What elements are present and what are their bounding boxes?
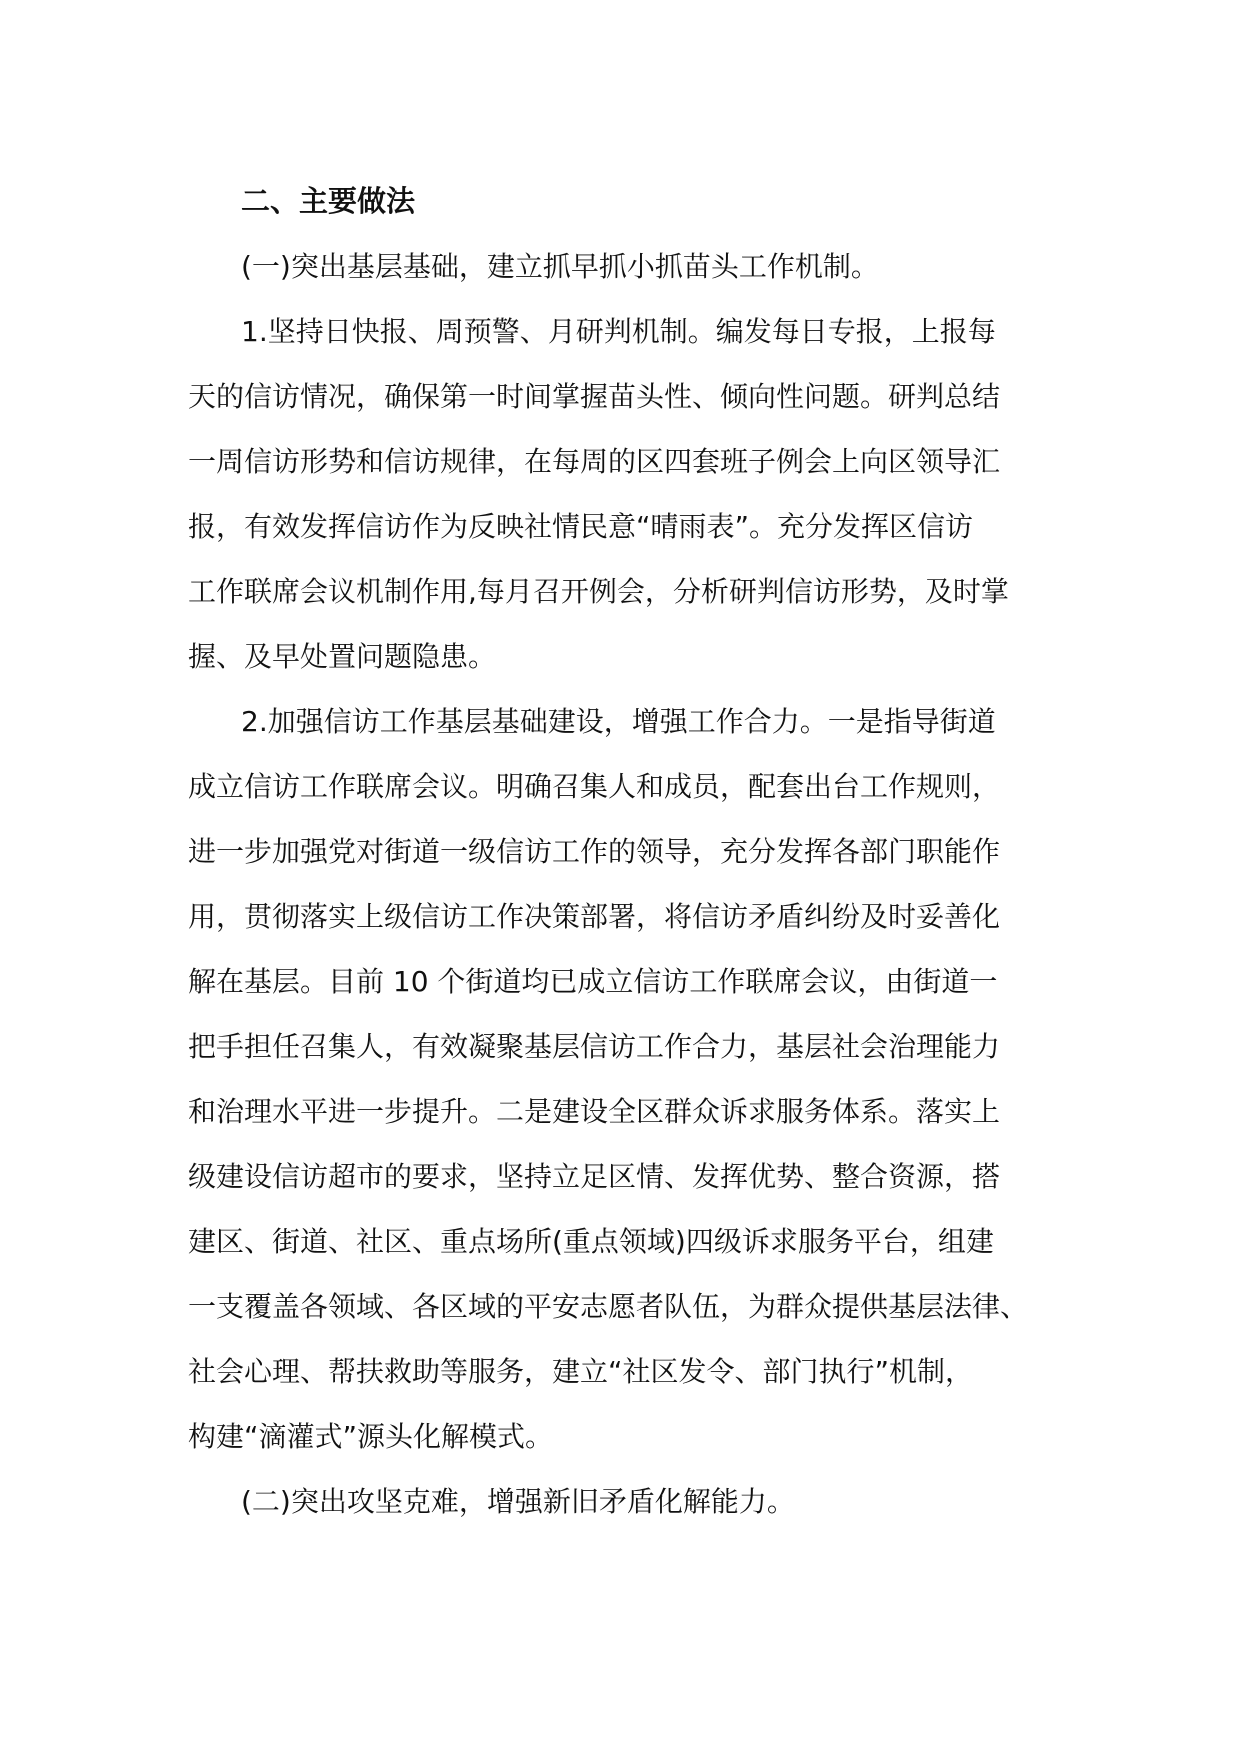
subsection-title-2 <box>188 1469 1060 1534</box>
paragraph-2-line: 把手担任召集人，有效凝聚基层信访工作合力，基层社会治理能力 <box>188 1030 1001 1063</box>
section-heading: 二、主要做法 <box>241 184 416 218</box>
paragraph-2 <box>188 689 1060 1469</box>
subsection-title-2-text: (二)突出攻坚克难，增强新旧矛盾化解能力。 <box>241 1485 795 1518</box>
document-page <box>188 168 1060 1534</box>
paragraph-1-line: 工作联席会议机制作用,每月召开例会，分析研判信访形势，及时掌 <box>188 575 1009 608</box>
paragraph-2-line: 用，贯彻落实上级信访工作决策部署，将信访矛盾纠纷及时妥善化 <box>188 900 1001 933</box>
paragraph-2-line: 社会心理、帮扶救助等服务，建立“社区发令、部门执行”机制， <box>188 1355 974 1388</box>
paragraph-2-line: 构建“滴灌式”源头化解模式。 <box>188 1420 554 1453</box>
paragraph-2-line: 和治理水平进一步提升。二是建设全区群众诉求服务体系。落实上 <box>188 1095 1001 1128</box>
paragraph-1-line: 握、及早处置问题隐患。 <box>188 640 497 673</box>
paragraph-1-line: 天的信访情况，确保第一时间掌握苗头性、倾向性问题。研判总结 <box>188 380 1001 413</box>
paragraph-1-line: 一周信访形势和信访规律，在每周的区四套班子例会上向区领导汇 <box>188 445 1001 478</box>
paragraph-2-line: 一支覆盖各领域、各区域的平安志愿者队伍，为群众提供基层法律、 <box>188 1290 1029 1323</box>
paragraph-1-line: 1.坚持日快报、周预警、月研判机制。编发每日专报，上报每 <box>241 315 996 348</box>
paragraph-2-line: 2.加强信访工作基层基础建设，增强工作合力。一是指导街道 <box>241 705 996 738</box>
paragraph-1-line: 报，有效发挥信访作为反映社情民意“晴雨表”。充分发挥区信访 <box>188 510 974 543</box>
subsection-title-1 <box>188 234 1060 299</box>
paragraph-2-line: 进一步加强党对街道一级信访工作的领导，充分发挥各部门职能作 <box>188 835 1001 868</box>
subsection-title-1-text: (一)突出基层基础，建立抓早抓小抓苗头工作机制。 <box>241 250 879 283</box>
paragraph-2-line: 建区、街道、社区、重点场所(重点领域)四级诉求服务平台，组建 <box>188 1225 994 1258</box>
paragraph-2-line: 解在基层。目前 10 个街道均已成立信访工作联席会议，由街道一 <box>188 965 998 998</box>
paragraph-2-line: 级建设信访超市的要求，坚持立足区情、发挥优势、整合资源，搭 <box>188 1160 1001 1193</box>
paragraph-2-line: 成立信访工作联席会议。明确召集人和成员，配套出台工作规则， <box>188 770 1001 803</box>
paragraph-1 <box>188 299 1060 689</box>
